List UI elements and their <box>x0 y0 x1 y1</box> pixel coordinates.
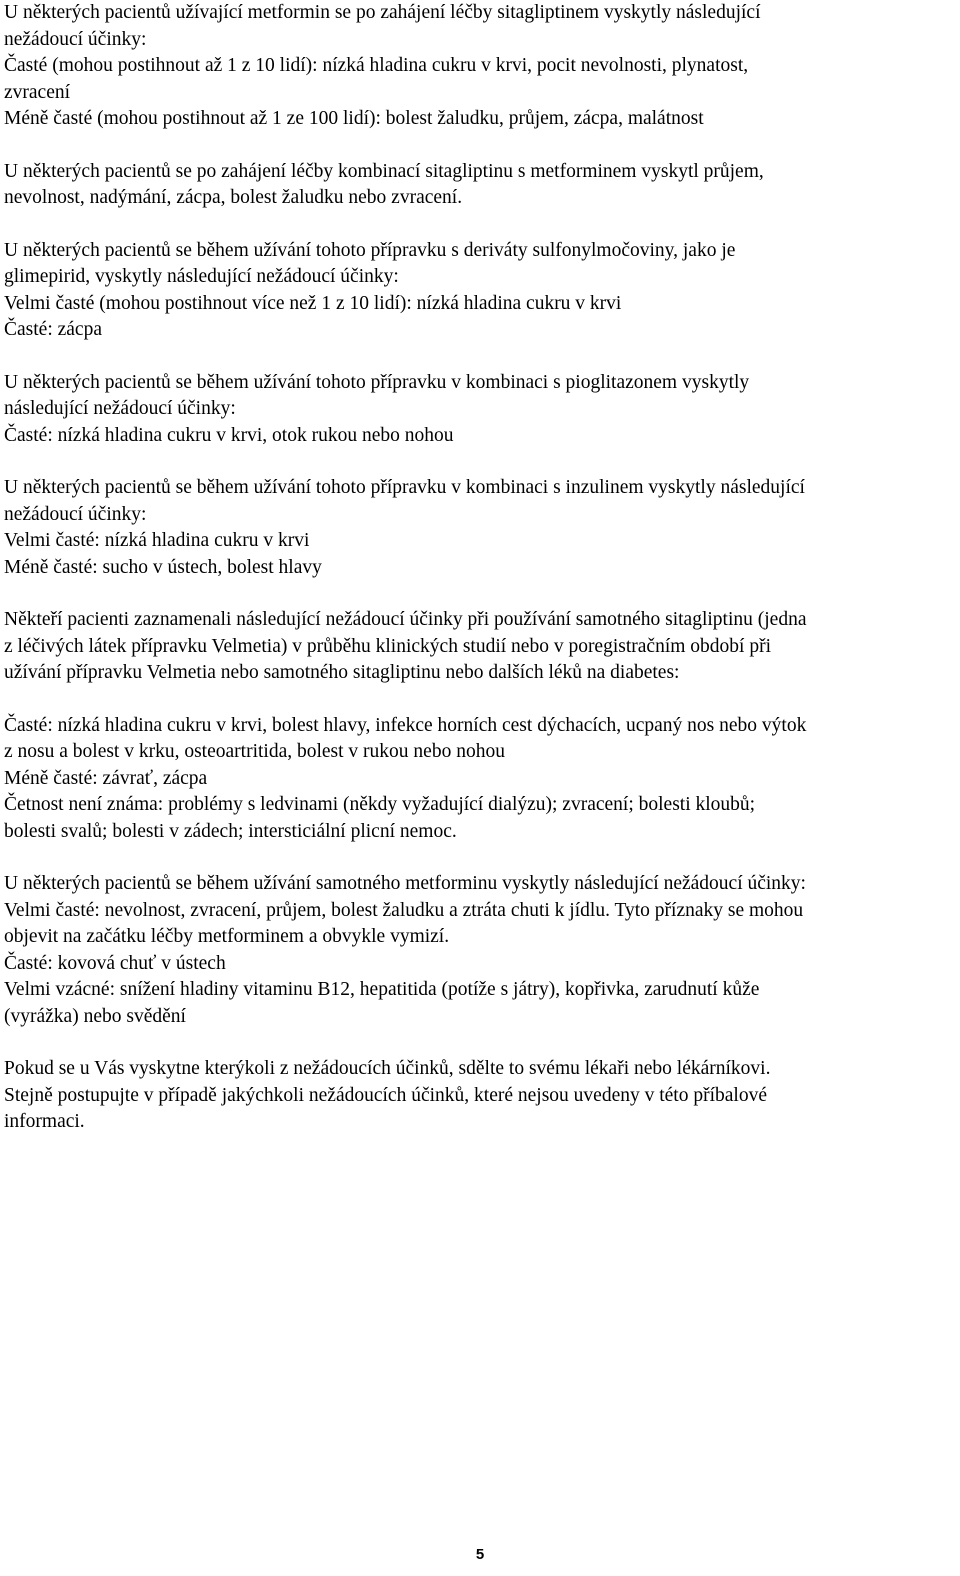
text-line: Časté: kovová chuť v ústech <box>4 952 226 974</box>
text-line: bolesti svalů; bolesti v zádech; intersticiální plicní nemoc. <box>4 820 457 842</box>
paragraph-sitagliptin-alone-effects <box>4 713 958 846</box>
text-line: U některých pacientů se během užívání tohoto přípravku v kombinaci s pioglitazonem vyskytly <box>4 371 750 393</box>
text-line: Četnost není známa: problémy s ledvinami (někdy vyžadující dialýzu); zvracení; bolesti kloubů; <box>4 794 756 815</box>
text-line: U některých pacientů užívající metformin se po zahájení léčby sitagliptinem vyskytly následující <box>4 2 761 23</box>
text-line: Časté: zácpa <box>4 319 102 340</box>
paragraph-combination-start <box>4 159 958 212</box>
paragraph-reporting <box>4 1056 958 1136</box>
text-line: U některých pacientů se během užívání tohoto přípravku v kombinaci s inzulinem vyskytly následující <box>4 477 805 498</box>
text-line: Stejně postupujte v případě jakýchkoli nežádoucích účinků, které nejsou uvedeny v této příbalové <box>4 1084 767 1106</box>
text-line: užívání přípravku Velmetia nebo samotného sitagliptinu nebo dalších léků na diabetes: <box>4 662 680 683</box>
text-line: Někteří pacienti zaznamenali následující nežádoucí účinky při používání samotného sitagliptinu (jedna <box>4 609 807 630</box>
text-line: Velmi časté: nevolnost, zvracení, průjem, bolest žaludku a ztráta chuti k jídlu. Tyto příznaky se mohou <box>4 899 804 921</box>
text-line: Velmi časté: nízká hladina cukru v krvi <box>4 530 310 551</box>
paragraph-metformin-alone <box>4 871 958 1030</box>
text-line: Časté: nízká hladina cukru v krvi, otok rukou nebo nohou <box>4 424 454 446</box>
text-line: informaci. <box>4 1111 85 1132</box>
text-line: Pokud se u Vás vyskytne kterýkoli z nežádoucích účinků, sdělte to svému lékaři nebo lékárníkovi. <box>4 1058 771 1079</box>
text-line: z léčivých látek přípravku Velmetia) v průběhu klinických studií nebo v poregistračním období při <box>4 635 771 657</box>
text-line: U některých pacientů se během užívání samotného metforminu vyskytly následující nežádoucí účinky: <box>4 873 806 894</box>
paragraph-pioglitazone <box>4 370 958 450</box>
text-line: nežádoucí účinky: <box>4 28 147 50</box>
text-line: nežádoucí účinky: <box>4 503 147 525</box>
text-line: z nosu a bolest v krku, osteoartritida, bolest v rukou nebo nohou <box>4 741 505 762</box>
text-line: Méně časté: sucho v ústech, bolest hlavy <box>4 556 322 578</box>
paragraph-insulin <box>4 475 958 581</box>
text-line: U některých pacientů se během užívání tohoto přípravku s deriváty sulfonylmočoviny, jako je <box>4 239 736 261</box>
text-line: Časté: nízká hladina cukru v krvi, bolest hlavy, infekce horních cest dýchacích, ucpaný nos nebo výtok <box>4 714 807 736</box>
text-line: (vyrážka) nebo svědění <box>4 1005 186 1027</box>
text-line: Velmi vzácné: snížení hladiny vitaminu B12, hepatitida (potíže s játry), kopřivka, zarudnutí kůže <box>4 979 760 1000</box>
text-line: U některých pacientů se po zahájení léčby kombinací sitagliptinu s metforminem vyskytl průjem, <box>4 160 764 182</box>
text-line: následující nežádoucí účinky: <box>4 398 236 419</box>
text-line: Velmi časté (mohou postihnout více než 1 z 10 lidí): nízká hladina cukru v krvi <box>4 292 622 314</box>
text-line: Časté (mohou postihnout až 1 z 10 lidí): nízká hladina cukru v krvi, pocit nevolnosti, plynatost, <box>4 55 749 76</box>
text-line: zvracení <box>4 81 71 103</box>
paragraph-sitagliptin-alone-intro <box>4 607 958 687</box>
text-line: glimepirid, vyskytly následující nežádoucí účinky: <box>4 266 399 287</box>
text-line: nevolnost, nadýmání, zácpa, bolest žaludku nebo zvracení. <box>4 187 463 208</box>
paragraph-sulfonylurea <box>4 238 958 344</box>
document-body <box>4 0 958 1162</box>
text-line: Méně časté (mohou postihnout až 1 ze 100 lidí): bolest žaludku, průjem, zácpa, malátnost <box>4 108 704 129</box>
page-number: 5 <box>475 1546 485 1563</box>
paragraph-metformin-sitagliptin <box>4 0 958 133</box>
text-line: Méně časté: závrať, zácpa <box>4 767 208 789</box>
text-line: objevit na začátku léčby metforminem a obvykle vymizí. <box>4 926 450 947</box>
